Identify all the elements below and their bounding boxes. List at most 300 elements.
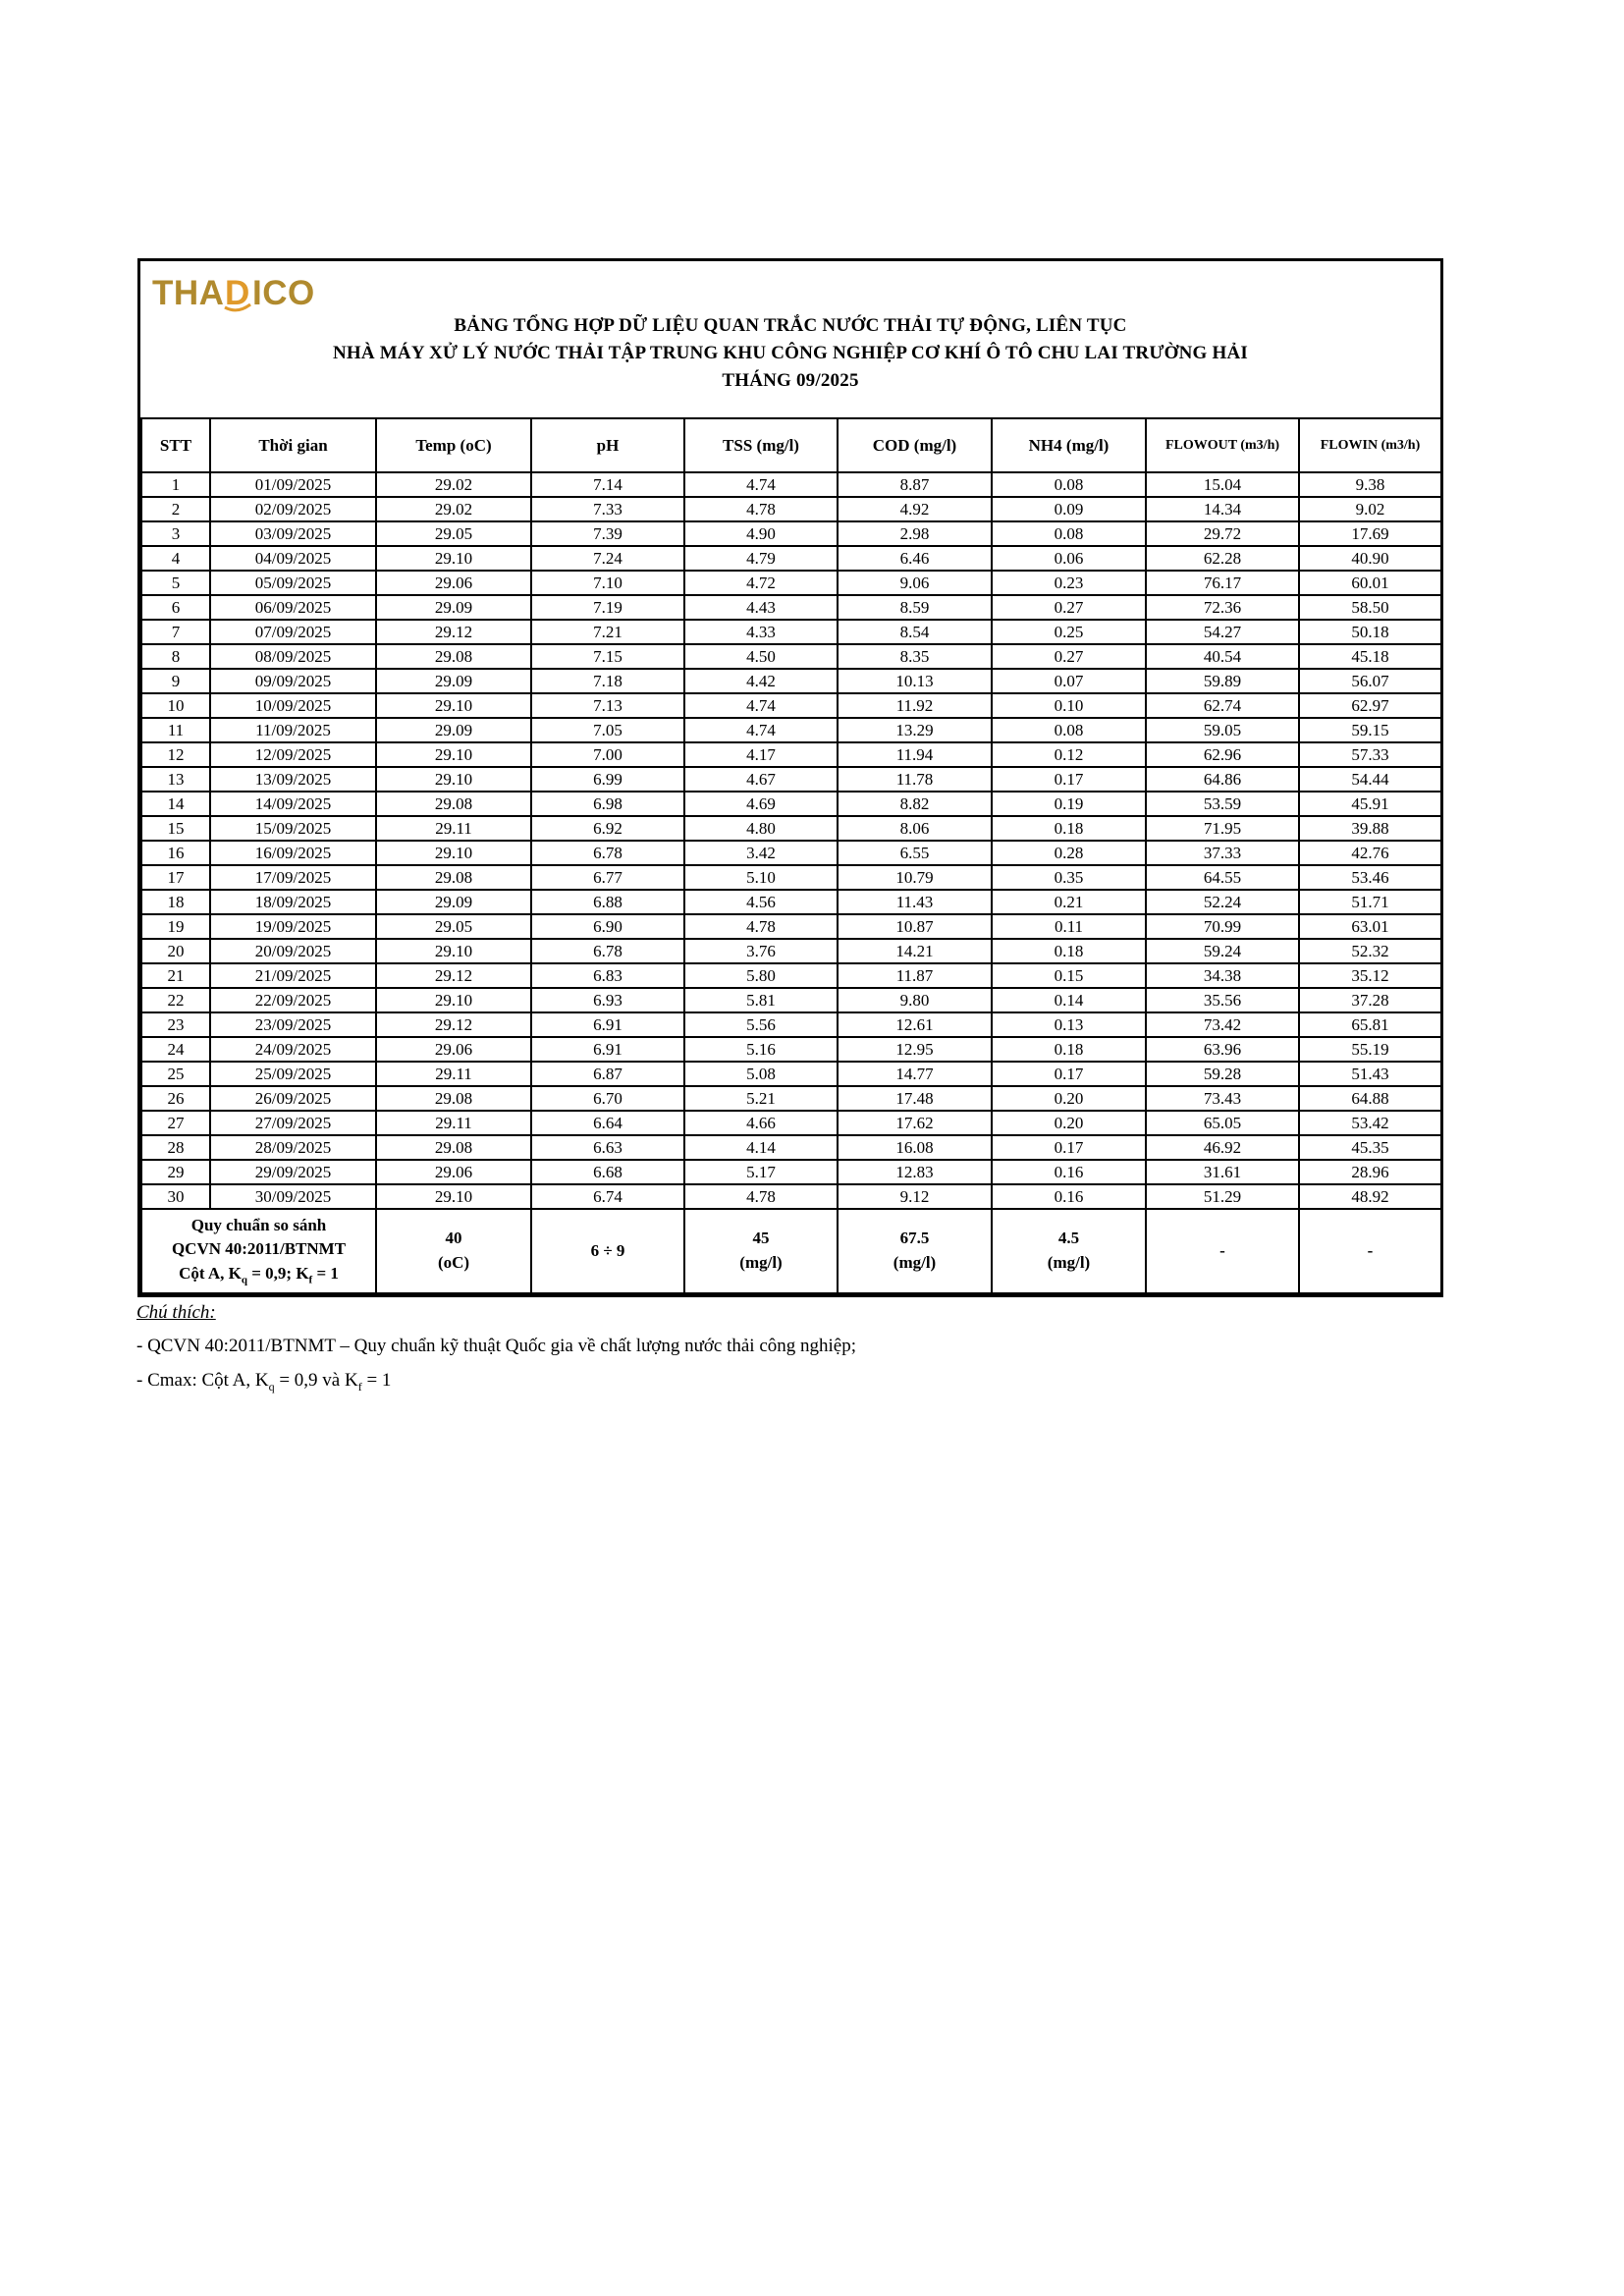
cell-ph: 7.39 <box>531 521 684 546</box>
qcvn-cod-cell: 67.5 (mg/l) <box>838 1209 992 1293</box>
cell-stt: 18 <box>141 890 210 914</box>
cell-tss: 4.17 <box>684 742 838 767</box>
cell-stt: 14 <box>141 792 210 816</box>
cell-flowin: 54.44 <box>1299 767 1441 792</box>
cell-ph: 6.83 <box>531 963 684 988</box>
cell-nh4: 0.17 <box>992 1135 1146 1160</box>
table-row <box>141 669 1441 693</box>
cell-flowin: 35.12 <box>1299 963 1441 988</box>
col-header-flowout: FLOWOUT (m3/h) <box>1146 418 1299 472</box>
cell-ph: 6.99 <box>531 767 684 792</box>
col-header-flowin: FLOWIN (m3/h) <box>1299 418 1441 472</box>
cell-nh4: 0.18 <box>992 1037 1146 1062</box>
cell-cod: 8.54 <box>838 620 992 644</box>
cell-cod: 10.13 <box>838 669 992 693</box>
cell-nh4: 0.11 <box>992 914 1146 939</box>
cell-date: 30/09/2025 <box>210 1184 376 1209</box>
cell-flowin: 28.96 <box>1299 1160 1441 1184</box>
table-row <box>141 1062 1441 1086</box>
cell-temp: 29.12 <box>376 963 531 988</box>
footnote-line2: - Cmax: Cột A, $K_q = 0,9$ và $K_f = 1$ <box>136 1370 392 1394</box>
cell-nh4: 0.17 <box>992 767 1146 792</box>
cell-tss: 4.69 <box>684 792 838 816</box>
cell-date: 04/09/2025 <box>210 546 376 571</box>
table-row <box>141 718 1441 742</box>
qcvn-standard-row <box>141 1209 1441 1293</box>
cell-ph: 6.91 <box>531 1037 684 1062</box>
cell-cod: 12.83 <box>838 1160 992 1184</box>
cell-nh4: 0.20 <box>992 1111 1146 1135</box>
qcvn-label-line3: Cột A, $K_q = 0,9$; $K_f = 1$ <box>179 1263 339 1286</box>
footnote-title: Chú thích: <box>136 1302 216 1323</box>
cell-cod: 14.21 <box>838 939 992 963</box>
cell-tss: 5.10 <box>684 865 838 890</box>
cell-nh4: 0.35 <box>992 865 1146 890</box>
cell-temp: 29.10 <box>376 841 531 865</box>
cell-temp: 29.10 <box>376 767 531 792</box>
cell-date: 20/09/2025 <box>210 939 376 963</box>
cell-stt: 5 <box>141 571 210 595</box>
cell-flowin: 45.91 <box>1299 792 1441 816</box>
cell-temp: 29.08 <box>376 644 531 669</box>
cell-tss: 4.43 <box>684 595 838 620</box>
table-row <box>141 620 1441 644</box>
logo-text-right: ICO <box>252 274 315 312</box>
cell-date: 02/09/2025 <box>210 497 376 521</box>
table-row <box>141 1012 1441 1037</box>
col-header-stt: STT <box>141 418 210 472</box>
table-row <box>141 939 1441 963</box>
cell-flowout: 59.05 <box>1146 718 1299 742</box>
cell-ph: 6.78 <box>531 841 684 865</box>
cell-stt: 10 <box>141 693 210 718</box>
cell-date: 27/09/2025 <box>210 1111 376 1135</box>
cell-temp: 29.10 <box>376 693 531 718</box>
cell-flowin: 59.15 <box>1299 718 1441 742</box>
cell-cod: 11.43 <box>838 890 992 914</box>
cell-flowout: 70.99 <box>1146 914 1299 939</box>
table-row <box>141 963 1441 988</box>
cell-flowout: 73.43 <box>1146 1086 1299 1111</box>
cell-stt: 23 <box>141 1012 210 1037</box>
cell-flowout: 62.74 <box>1146 693 1299 718</box>
cell-tss: 4.14 <box>684 1135 838 1160</box>
cell-ph: 6.68 <box>531 1160 684 1184</box>
cell-stt: 19 <box>141 914 210 939</box>
cell-ph: 6.92 <box>531 816 684 841</box>
cell-nh4: 0.19 <box>992 792 1146 816</box>
cell-flowin: 53.42 <box>1299 1111 1441 1135</box>
cell-ph: 6.77 <box>531 865 684 890</box>
cell-temp: 29.08 <box>376 1135 531 1160</box>
cell-nh4: 0.17 <box>992 1062 1146 1086</box>
cell-flowin: 50.18 <box>1299 620 1441 644</box>
cell-flowin: 51.71 <box>1299 890 1441 914</box>
cell-tss: 5.56 <box>684 1012 838 1037</box>
cell-nh4: 0.07 <box>992 669 1146 693</box>
table-row <box>141 816 1441 841</box>
monitoring-table <box>140 417 1442 1294</box>
cell-flowin: 63.01 <box>1299 914 1441 939</box>
cell-nh4: 0.27 <box>992 595 1146 620</box>
logo-text-left: THA <box>152 274 225 312</box>
cell-flowin: 51.43 <box>1299 1062 1441 1086</box>
cell-date: 05/09/2025 <box>210 571 376 595</box>
cell-temp: 29.06 <box>376 1160 531 1184</box>
cell-temp: 29.10 <box>376 939 531 963</box>
cell-ph: 6.91 <box>531 1012 684 1037</box>
cell-cod: 9.80 <box>838 988 992 1012</box>
col-header-temp: Temp (oC) <box>376 418 531 472</box>
cell-temp: 29.08 <box>376 1086 531 1111</box>
cell-tss: 4.90 <box>684 521 838 546</box>
cell-nh4: 0.28 <box>992 841 1146 865</box>
cell-cod: 8.06 <box>838 816 992 841</box>
thadico-logo <box>150 269 356 316</box>
cell-temp: 29.09 <box>376 669 531 693</box>
cell-date: 12/09/2025 <box>210 742 376 767</box>
cell-cod: 6.55 <box>838 841 992 865</box>
cell-flowout: 54.27 <box>1146 620 1299 644</box>
cell-cod: 6.46 <box>838 546 992 571</box>
cell-cod: 11.94 <box>838 742 992 767</box>
cell-cod: 17.48 <box>838 1086 992 1111</box>
cell-temp: 29.02 <box>376 472 531 497</box>
cell-tss: 5.08 <box>684 1062 838 1086</box>
cell-tss: 4.74 <box>684 693 838 718</box>
cell-tss: 4.72 <box>684 571 838 595</box>
cell-flowin: 39.88 <box>1299 816 1441 841</box>
cell-tss: 3.76 <box>684 939 838 963</box>
report-header <box>140 261 1440 417</box>
cell-stt: 29 <box>141 1160 210 1184</box>
cell-flowout: 37.33 <box>1146 841 1299 865</box>
col-header-nh4: NH4 (mg/l) <box>992 418 1146 472</box>
qcvn-flowin-cell: - <box>1299 1209 1441 1293</box>
cell-ph: 6.64 <box>531 1111 684 1135</box>
cell-nh4: 0.27 <box>992 644 1146 669</box>
cell-nh4: 0.08 <box>992 521 1146 546</box>
col-header-tss: TSS (mg/l) <box>684 418 838 472</box>
cell-flowout: 65.05 <box>1146 1111 1299 1135</box>
cell-cod: 8.59 <box>838 595 992 620</box>
table-row <box>141 1086 1441 1111</box>
qcvn-tss-cell: 45 (mg/l) <box>684 1209 838 1293</box>
cell-flowin: 62.97 <box>1299 693 1441 718</box>
cell-temp: 29.10 <box>376 742 531 767</box>
cell-nh4: 0.25 <box>992 620 1146 644</box>
cell-tss: 4.79 <box>684 546 838 571</box>
cell-tss: 5.17 <box>684 1160 838 1184</box>
cell-nh4: 0.12 <box>992 742 1146 767</box>
cell-date: 10/09/2025 <box>210 693 376 718</box>
cell-stt: 6 <box>141 595 210 620</box>
cell-ph: 6.63 <box>531 1135 684 1160</box>
cell-temp: 29.08 <box>376 865 531 890</box>
cell-flowin: 53.46 <box>1299 865 1441 890</box>
cell-flowin: 45.18 <box>1299 644 1441 669</box>
cell-ph: 7.05 <box>531 718 684 742</box>
cell-cod: 10.87 <box>838 914 992 939</box>
cell-date: 11/09/2025 <box>210 718 376 742</box>
cell-stt: 12 <box>141 742 210 767</box>
cell-flowout: 64.55 <box>1146 865 1299 890</box>
cell-flowout: 62.96 <box>1146 742 1299 767</box>
qcvn-ph-cell: 6 ÷ 9 <box>531 1209 684 1293</box>
cell-cod: 11.92 <box>838 693 992 718</box>
cell-stt: 11 <box>141 718 210 742</box>
cell-ph: 7.33 <box>531 497 684 521</box>
cell-stt: 26 <box>141 1086 210 1111</box>
cell-flowout: 53.59 <box>1146 792 1299 816</box>
cell-temp: 29.11 <box>376 1062 531 1086</box>
cell-flowin: 65.81 <box>1299 1012 1441 1037</box>
report-title-line1: BẢNG TỔNG HỢP DỮ LIỆU QUAN TRẮC NƯỚC THẢI TỰ ĐỘNG, LIÊN TỤC <box>454 315 1127 336</box>
table-row <box>141 792 1441 816</box>
cell-stt: 9 <box>141 669 210 693</box>
cell-cod: 14.77 <box>838 1062 992 1086</box>
table-row <box>141 1135 1441 1160</box>
qcvn-label-cell <box>141 1209 376 1293</box>
cell-tss: 4.74 <box>684 718 838 742</box>
report-title-line3: THÁNG 09/2025 <box>722 370 859 391</box>
cell-nh4: 0.14 <box>992 988 1146 1012</box>
cell-date: 07/09/2025 <box>210 620 376 644</box>
table-row <box>141 1037 1441 1062</box>
cell-stt: 30 <box>141 1184 210 1209</box>
cell-cod: 16.08 <box>838 1135 992 1160</box>
table-row <box>141 890 1441 914</box>
table-row <box>141 595 1441 620</box>
cell-cod: 10.79 <box>838 865 992 890</box>
cell-flowout: 63.96 <box>1146 1037 1299 1062</box>
table-row <box>141 914 1441 939</box>
cell-date: 23/09/2025 <box>210 1012 376 1037</box>
table-row <box>141 546 1441 571</box>
table-row <box>141 1111 1441 1135</box>
cell-tss: 4.42 <box>684 669 838 693</box>
cell-flowout: 15.04 <box>1146 472 1299 497</box>
cell-date: 21/09/2025 <box>210 963 376 988</box>
cell-temp: 29.11 <box>376 1111 531 1135</box>
cell-temp: 29.11 <box>376 816 531 841</box>
table-row <box>141 767 1441 792</box>
cell-flowout: 59.89 <box>1146 669 1299 693</box>
cell-nh4: 0.20 <box>992 1086 1146 1111</box>
cell-date: 24/09/2025 <box>210 1037 376 1062</box>
table-row <box>141 497 1441 521</box>
cell-tss: 4.80 <box>684 816 838 841</box>
cell-date: 03/09/2025 <box>210 521 376 546</box>
cell-temp: 29.10 <box>376 546 531 571</box>
cell-temp: 29.12 <box>376 620 531 644</box>
cell-stt: 3 <box>141 521 210 546</box>
cell-nh4: 0.18 <box>992 816 1146 841</box>
cell-tss: 4.74 <box>684 472 838 497</box>
col-header-cod: COD (mg/l) <box>838 418 992 472</box>
cell-nh4: 0.16 <box>992 1184 1146 1209</box>
cell-cod: 11.87 <box>838 963 992 988</box>
cell-flowin: 9.02 <box>1299 497 1441 521</box>
cell-tss: 4.78 <box>684 497 838 521</box>
table-header-row <box>141 418 1441 472</box>
cell-ph: 6.78 <box>531 939 684 963</box>
cell-nh4: 0.08 <box>992 472 1146 497</box>
cell-stt: 2 <box>141 497 210 521</box>
report-container <box>137 258 1443 1297</box>
table-row <box>141 693 1441 718</box>
cell-stt: 8 <box>141 644 210 669</box>
cell-stt: 20 <box>141 939 210 963</box>
cell-cod: 13.29 <box>838 718 992 742</box>
cell-cod: 8.82 <box>838 792 992 816</box>
cell-tss: 4.33 <box>684 620 838 644</box>
cell-nh4: 0.23 <box>992 571 1146 595</box>
cell-date: 14/09/2025 <box>210 792 376 816</box>
cell-stt: 15 <box>141 816 210 841</box>
cell-cod: 2.98 <box>838 521 992 546</box>
cell-temp: 29.09 <box>376 718 531 742</box>
cell-flowin: 58.50 <box>1299 595 1441 620</box>
cell-ph: 7.15 <box>531 644 684 669</box>
cell-tss: 4.78 <box>684 1184 838 1209</box>
cell-tss: 4.50 <box>684 644 838 669</box>
cell-stt: 27 <box>141 1111 210 1135</box>
table-row <box>141 571 1441 595</box>
cell-tss: 4.66 <box>684 1111 838 1135</box>
cell-flowout: 34.38 <box>1146 963 1299 988</box>
cell-temp: 29.10 <box>376 988 531 1012</box>
report-title-line2: NHÀ MÁY XỬ LÝ NƯỚC THẢI TẬP TRUNG KHU CÔNG NGHIỆP CƠ KHÍ Ô TÔ CHU LAI TRƯỜNG HẢI <box>333 343 1248 363</box>
cell-flowin: 55.19 <box>1299 1037 1441 1062</box>
cell-ph: 7.00 <box>531 742 684 767</box>
cell-flowin: 37.28 <box>1299 988 1441 1012</box>
cell-flowout: 31.61 <box>1146 1160 1299 1184</box>
cell-flowin: 48.92 <box>1299 1184 1441 1209</box>
table-row <box>141 644 1441 669</box>
cell-stt: 4 <box>141 546 210 571</box>
cell-date: 13/09/2025 <box>210 767 376 792</box>
cell-flowout: 14.34 <box>1146 497 1299 521</box>
cell-flowin: 17.69 <box>1299 521 1441 546</box>
cell-nh4: 0.16 <box>992 1160 1146 1184</box>
footnote-line1: - QCVN 40:2011/BTNMT – Quy chuẩn kỹ thuật Quốc gia về chất lượng nước thải công nghiệp; <box>136 1336 857 1356</box>
cell-flowout: 62.28 <box>1146 546 1299 571</box>
cell-ph: 7.21 <box>531 620 684 644</box>
cell-stt: 28 <box>141 1135 210 1160</box>
cell-cod: 8.87 <box>838 472 992 497</box>
cell-stt: 7 <box>141 620 210 644</box>
cell-flowin: 40.90 <box>1299 546 1441 571</box>
cell-nh4: 0.09 <box>992 497 1146 521</box>
cell-temp: 29.10 <box>376 1184 531 1209</box>
col-header-ph: pH <box>531 418 684 472</box>
table-row <box>141 1160 1441 1184</box>
qcvn-temp-cell: 40 (oC) <box>376 1209 531 1293</box>
table-row <box>141 742 1441 767</box>
cell-ph: 7.10 <box>531 571 684 595</box>
cell-stt: 1 <box>141 472 210 497</box>
cell-tss: 3.42 <box>684 841 838 865</box>
cell-ph: 7.19 <box>531 595 684 620</box>
cell-nh4: 0.06 <box>992 546 1146 571</box>
cell-ph: 6.88 <box>531 890 684 914</box>
cell-date: 18/09/2025 <box>210 890 376 914</box>
cell-flowin: 56.07 <box>1299 669 1441 693</box>
cell-date: 08/09/2025 <box>210 644 376 669</box>
cell-flowout: 64.86 <box>1146 767 1299 792</box>
cell-flowin: 42.76 <box>1299 841 1441 865</box>
cell-flowin: 60.01 <box>1299 571 1441 595</box>
cell-date: 15/09/2025 <box>210 816 376 841</box>
cell-temp: 29.05 <box>376 521 531 546</box>
cell-stt: 24 <box>141 1037 210 1062</box>
table-row <box>141 988 1441 1012</box>
cell-cod: 12.95 <box>838 1037 992 1062</box>
cell-temp: 29.08 <box>376 792 531 816</box>
cell-stt: 25 <box>141 1062 210 1086</box>
cell-date: 22/09/2025 <box>210 988 376 1012</box>
cell-cod: 9.12 <box>838 1184 992 1209</box>
cell-date: 16/09/2025 <box>210 841 376 865</box>
cell-flowin: 57.33 <box>1299 742 1441 767</box>
cell-date: 06/09/2025 <box>210 595 376 620</box>
cell-flowout: 35.56 <box>1146 988 1299 1012</box>
table-row <box>141 1184 1441 1209</box>
cell-cod: 9.06 <box>838 571 992 595</box>
cell-nh4: 0.08 <box>992 718 1146 742</box>
cell-flowout: 51.29 <box>1146 1184 1299 1209</box>
cell-date: 19/09/2025 <box>210 914 376 939</box>
cell-flowin: 52.32 <box>1299 939 1441 963</box>
cell-ph: 6.70 <box>531 1086 684 1111</box>
cell-ph: 7.14 <box>531 472 684 497</box>
cell-flowout: 72.36 <box>1146 595 1299 620</box>
cell-date: 09/09/2025 <box>210 669 376 693</box>
cell-flowout: 40.54 <box>1146 644 1299 669</box>
cell-cod: 12.61 <box>838 1012 992 1037</box>
cell-cod: 8.35 <box>838 644 992 669</box>
cell-flowout: 29.72 <box>1146 521 1299 546</box>
logo-text-d: D <box>225 274 250 312</box>
table-row <box>141 865 1441 890</box>
cell-flowout: 73.42 <box>1146 1012 1299 1037</box>
table-row <box>141 841 1441 865</box>
cell-ph: 7.24 <box>531 546 684 571</box>
cell-nh4: 0.18 <box>992 939 1146 963</box>
col-header-date: Thời gian <box>210 418 376 472</box>
cell-tss: 5.80 <box>684 963 838 988</box>
cell-ph: 7.13 <box>531 693 684 718</box>
table-row <box>141 521 1441 546</box>
cell-ph: 6.90 <box>531 914 684 939</box>
cell-temp: 29.09 <box>376 595 531 620</box>
cell-date: 17/09/2025 <box>210 865 376 890</box>
cell-temp: 29.02 <box>376 497 531 521</box>
cell-stt: 17 <box>141 865 210 890</box>
cell-stt: 22 <box>141 988 210 1012</box>
cell-ph: 7.18 <box>531 669 684 693</box>
cell-tss: 5.21 <box>684 1086 838 1111</box>
cell-tss: 4.78 <box>684 914 838 939</box>
cell-date: 28/09/2025 <box>210 1135 376 1160</box>
cell-flowin: 9.38 <box>1299 472 1441 497</box>
qcvn-nh4-cell: 4.5 (mg/l) <box>992 1209 1146 1293</box>
cell-cod: 11.78 <box>838 767 992 792</box>
cell-temp: 29.09 <box>376 890 531 914</box>
cell-temp: 29.06 <box>376 1037 531 1062</box>
cell-flowin: 45.35 <box>1299 1135 1441 1160</box>
